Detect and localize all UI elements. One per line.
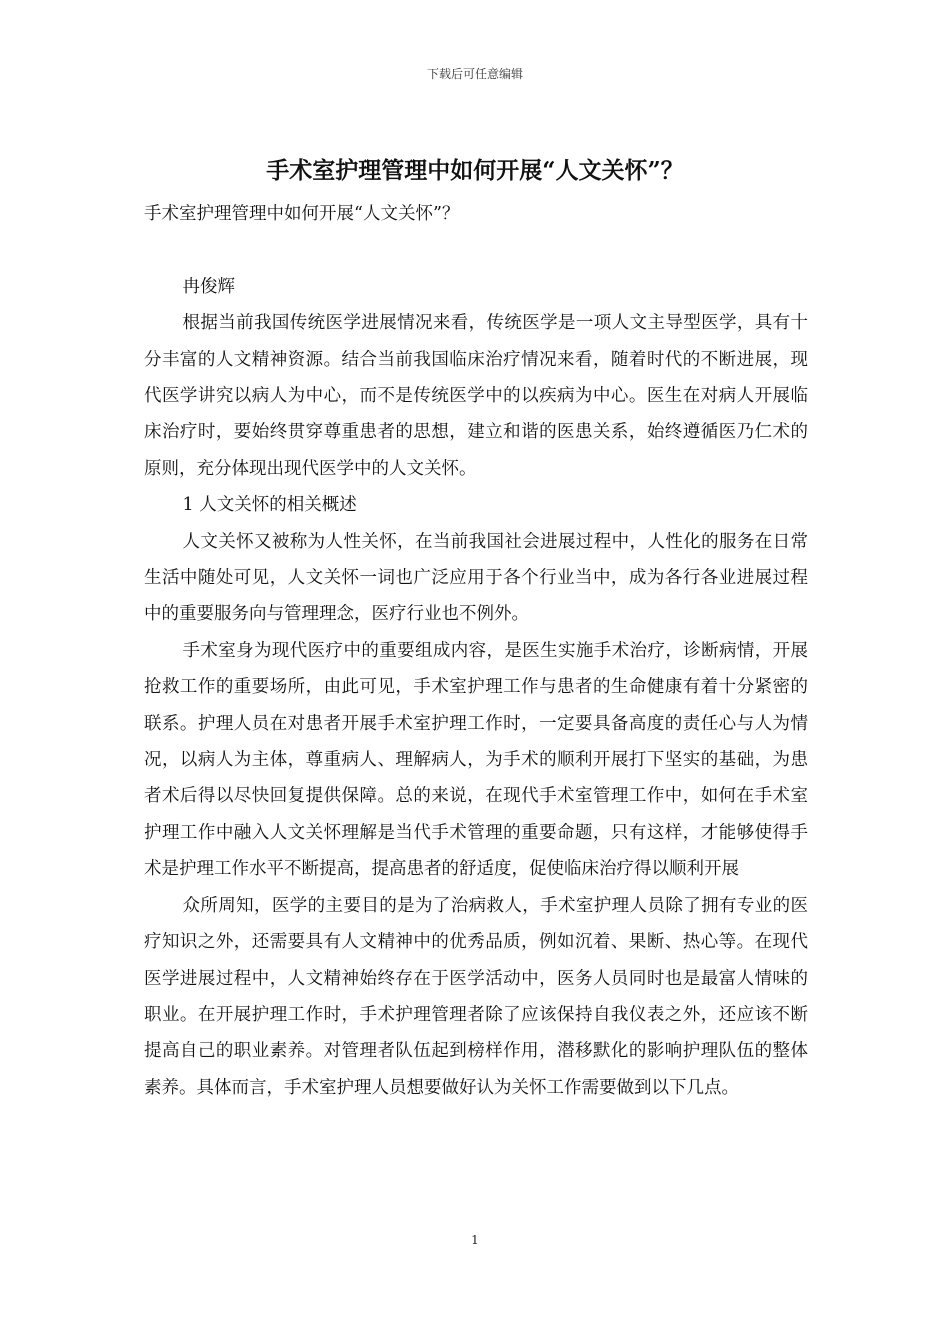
document-body xyxy=(144,196,808,1106)
paragraph-intro: 根据当前我国传统医学进展情况来看，传统医学是一项人文主导型医学，具有十分丰富的人文精神资源。结合当前我国临床治疗情况来看，随着时代的不断进展，现代医学讲究以病人为中心，而不是传统医学中的以疾病为中心。医生在对病人开展临床治疗时，要始终贯穿尊重患者的思想，建立和谐的医患关系，始终遵循医乃仁术的原则，充分体现出现代医学中的人文关怀。 xyxy=(144,313,808,479)
document-subtitle: 手术室护理管理中如何开展“人文关怀”？ xyxy=(144,204,460,224)
document-title: 手术室护理管理中如何开展“人文关怀”？ xyxy=(266,157,684,184)
paragraph-medical-purpose: 众所周知，医学的主要目的是为了治病救人，手术室护理人员除了拥有专业的医疗知识之外，还需要具有人文精神中的优秀品质，例如沉着、果断、热心等。在现代医学进展过程中，人文精神始终存在于医学活动中，医务人员同时也是最富人情味的职业。在开展护理工作时，手术护理管理者除了应该保持自我仪表之外，还应该不断提高自己的职业素养。对管理者队伍起到榜样作用，潜移默化的影响护理队伍的整体素养。具体而言，手术室护理人员想要做好认为关怀工作需要做到以下几点。 xyxy=(144,895,808,1098)
page-number: 1 xyxy=(471,1233,479,1247)
paragraph-operating-room: 手术室身为现代医疗中的重要组成内容，是医生实施手术治疗，诊断病情，开展抢救工作的重要场所，由此可见，手术室护理工作与患者的生命健康有着十分紧密的联系。护理人员在对患者开展手术室护理工作时，一定要具备高度的责任心与人为情况，以病人为主体，尊重病人、理解病人，为手术的顺利开展打下坚实的基础，为患者术后得以尽快回复提供保障。总的来说，在现代手术室管理工作中，如何在手术室护理工作中融入人文关怀理解是当代手术管理的重要命题，只有这样，才能够使得手术是护理工作水平不断提高，提高患者的舒适度，促使临床治疗得以顺利开展 xyxy=(144,640,808,880)
section-heading-1: 1 人文关怀的相关概述 xyxy=(182,495,357,516)
header-note: 下载后可任意编辑 xyxy=(426,67,523,81)
paragraph-humanistic-care: 人文关怀又被称为人性关怀，在当前我国社会进展过程中，人性化的服务在日常生活中随处可见，人文关怀一词也广泛应用于各个行业当中，成为各行各业进展过程中的重要服务向与管理理念，医疗行业也不例外。 xyxy=(144,531,808,625)
author-name: 冉俊辉 xyxy=(182,276,235,297)
blank-line xyxy=(144,232,808,268)
